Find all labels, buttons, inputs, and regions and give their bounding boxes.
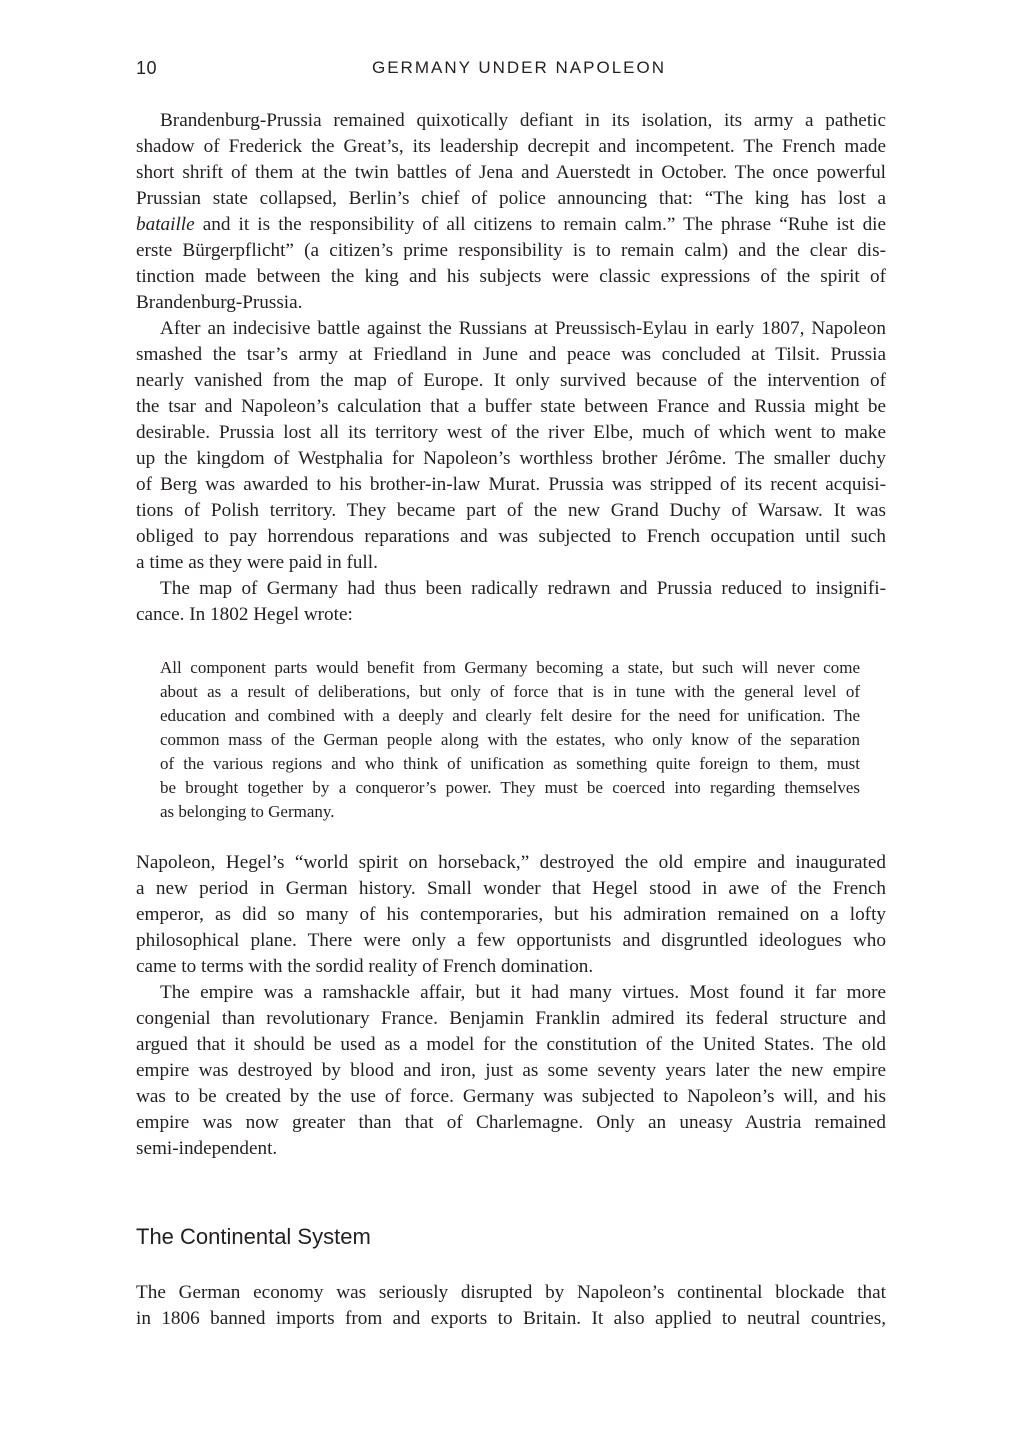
text-line: nearly vanished from the map of Europe. It only survived because of the intervention of (136, 370, 886, 391)
page-number: 10 (136, 58, 158, 78)
italic-word: bataille (136, 214, 195, 235)
page-header (136, 58, 886, 84)
text-line: short shrift of them at the twin battles of Jena and Auerstedt in October. The once powerful (136, 162, 886, 183)
quote-line: of the various regions and who think of unification as something quite foreign to them, must (160, 754, 860, 773)
text-line: tions of Polish territory. They became part of the new Grand Duchy of Warsaw. It was (136, 500, 886, 521)
text-line: the tsar and Napoleon’s calculation that a buffer state between France and Russia might be (136, 396, 886, 417)
quote-line: education and combined with a deeply and clearly felt desire for the need for unification. The (160, 706, 860, 725)
text-line: smashed the tsar’s army at Friedland in June and peace was concluded at Tilsit. Prussia (136, 344, 886, 365)
quote-line: about as a result of deliberations, but only of force that is in tune with the general level of (160, 682, 860, 701)
section-heading: The Continental System (136, 1224, 371, 1249)
text-line-with-italic: bataille and it is the responsibility of all citizens to remain calm.” The phrase “Ruhe ist die (136, 214, 887, 235)
text-line: tinction made between the king and his subjects were classic expressions of the spirit of (136, 266, 886, 287)
paragraph-2 (136, 316, 886, 576)
text-line: obliged to pay horrendous reparations and was subjected to French occupation until such (136, 526, 886, 547)
text-line: congenial than revolutionary France. Benjamin Franklin admired its federal structure and (136, 1008, 886, 1029)
paragraph-3 (136, 576, 886, 628)
text-line: The empire was a ramshackle affair, but it had many virtues. Most found it far more (160, 982, 886, 1003)
paragraph-4 (136, 850, 886, 980)
text-line: Napoleon, Hegel’s “world spirit on horseback,” destroyed the old empire and inaugurated (136, 852, 886, 873)
text-line: a new period in German history. Small wonder that Hegel stood in awe of the French (136, 878, 886, 899)
text-line: The German economy was seriously disrupted by Napoleon’s continental blockade that (136, 1282, 886, 1303)
text-line: up the kingdom of Westphalia for Napoleon’s worthless brother Jérôme. The smaller duchy (136, 448, 886, 469)
section-paragraph (136, 1280, 886, 1332)
text-line: cance. In 1802 Hegel wrote: (136, 604, 353, 625)
text-line: was to be created by the use of force. Germany was subjected to Napoleon’s will, and his (136, 1086, 886, 1107)
text-line: erste Bürgerpflicht” (a citizen’s prime responsibility is to remain calm) and the clear dis- (136, 240, 886, 261)
text-line: shadow of Frederick the Great’s, its leadership decrepit and incompetent. The French made (136, 136, 886, 157)
quote-line: All component parts would benefit from Germany becoming a state, but such will never come (160, 658, 860, 677)
text-line: Brandenburg-Prussia. (136, 292, 303, 313)
quote-line: common mass of the German people along with the estates, who only know of the separation (160, 730, 860, 749)
quote-line: be brought together by a conqueror’s power. They must be coerced into regarding themselves (160, 778, 860, 797)
text-line: philosophical plane. There were only a few opportunists and disgruntled ideologues who (136, 930, 886, 951)
text-line: came to terms with the sordid reality of French domination. (136, 956, 594, 977)
block-quote (160, 656, 860, 824)
text-line: After an indecisive battle against the Russians at Preussisch-Eylau in early 1807, Napoleon (160, 318, 886, 339)
paragraph-5 (136, 980, 886, 1162)
text-line: desirable. Prussia lost all its territory west of the river Elbe, much of which went to make (136, 422, 886, 443)
text-line: of Berg was awarded to his brother-in-law Murat. Prussia was stripped of its recent acquisi- (136, 474, 886, 495)
running-head: GERMANY UNDER NAPOLEON (371, 58, 666, 77)
text-line: Brandenburg-Prussia remained quixotically defiant in its isolation, its army a pathetic (160, 110, 886, 131)
text-line: Prussian state collapsed, Berlin’s chief of police announcing that: “The king has lost a (136, 188, 886, 209)
text-line: semi-independent. (136, 1138, 278, 1159)
text-line: empire was now greater than that of Charlemagne. Only an uneasy Austria remained (136, 1112, 886, 1133)
quote-line: as belonging to Germany. (160, 802, 335, 821)
text-line: emperor, as did so many of his contemporaries, but his admiration remained on a lofty (136, 904, 886, 925)
text-line: argued that it should be used as a model for the constitution of the United States. The old (136, 1034, 886, 1055)
text-line: The map of Germany had thus been radically redrawn and Prussia reduced to insignifi- (160, 578, 886, 599)
text-line: in 1806 banned imports from and exports to Britain. It also applied to neutral countries, (136, 1308, 886, 1329)
paragraph-1 (136, 108, 886, 316)
text-line: a time as they were paid in full. (136, 552, 378, 573)
text-line: empire was destroyed by blood and iron, just as some seventy years later the new empire (136, 1060, 886, 1081)
